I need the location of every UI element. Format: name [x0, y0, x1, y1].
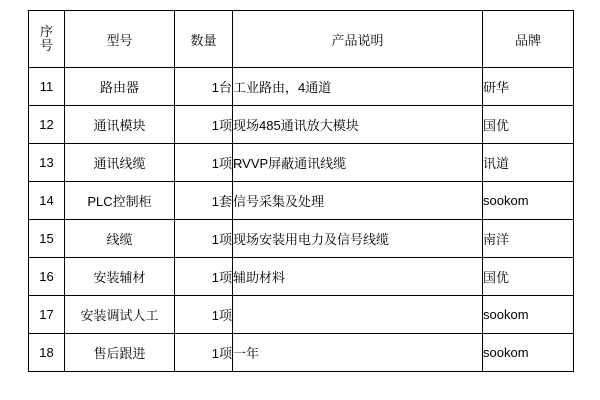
- cell-description: 一年: [233, 334, 483, 372]
- cell-index: 15: [29, 220, 65, 258]
- cell-brand: sookom: [483, 182, 574, 220]
- cell-brand: 国优: [483, 258, 574, 296]
- cell-quantity: 1项: [175, 220, 233, 258]
- cell-brand: 南洋: [483, 220, 574, 258]
- cell-index: 13: [29, 144, 65, 182]
- cell-brand: 国优: [483, 106, 574, 144]
- table-header: [29, 11, 574, 68]
- column-header-index-char1: 序: [39, 24, 53, 40]
- cell-index: 11: [29, 68, 65, 106]
- column-header-index-char2: 号: [39, 38, 53, 53]
- cell-model: PLC控制柜: [65, 182, 175, 220]
- cell-description: [233, 296, 483, 334]
- cell-model: 售后跟进: [65, 334, 175, 372]
- cell-model: 路由器: [65, 68, 175, 106]
- column-header-index: [29, 11, 65, 68]
- cell-description: 辅助材料: [233, 258, 483, 296]
- cell-brand: sookom: [483, 296, 574, 334]
- table-body: [29, 68, 574, 372]
- table-row: [29, 334, 574, 372]
- table-row: [29, 106, 574, 144]
- cell-model: 安装调试人工: [65, 296, 175, 334]
- cell-quantity: 1台: [175, 68, 233, 106]
- column-header-model: 型号: [65, 11, 175, 68]
- table-row: [29, 258, 574, 296]
- cell-quantity: 1套: [175, 182, 233, 220]
- cell-brand: sookom: [483, 334, 574, 372]
- table-header-row: [29, 11, 574, 68]
- cell-index: 14: [29, 182, 65, 220]
- cell-index: 12: [29, 106, 65, 144]
- cell-quantity: 1项: [175, 334, 233, 372]
- table-row: [29, 182, 574, 220]
- cell-quantity: 1项: [175, 258, 233, 296]
- cell-index: 17: [29, 296, 65, 334]
- cell-model: 安装辅材: [65, 258, 175, 296]
- cell-quantity: 1项: [175, 296, 233, 334]
- table-row: [29, 144, 574, 182]
- cell-description: 工业路由，4通道: [233, 68, 483, 106]
- cell-quantity: 1项: [175, 144, 233, 182]
- table-row: [29, 296, 574, 334]
- column-header-description: 产品说明: [233, 11, 483, 68]
- cell-description: 信号采集及处理: [233, 182, 483, 220]
- column-header-quantity: 数量: [175, 11, 233, 68]
- cell-index: 16: [29, 258, 65, 296]
- cell-description: 现场485通讯放大模块: [233, 106, 483, 144]
- cell-model: 线缆: [65, 220, 175, 258]
- cell-description: RVVP屏蔽通讯线缆: [233, 144, 483, 182]
- cell-model: 通讯模块: [65, 106, 175, 144]
- cell-brand: 讯道: [483, 144, 574, 182]
- cell-brand: 研华: [483, 68, 574, 106]
- table-row: [29, 220, 574, 258]
- cell-quantity: 1项: [175, 106, 233, 144]
- cell-description: 现场安装用电力及信号线缆: [233, 220, 483, 258]
- column-header-brand: 品牌: [483, 11, 574, 68]
- cell-model: 通讯线缆: [65, 144, 175, 182]
- table-row: [29, 68, 574, 106]
- cell-index: 18: [29, 334, 65, 372]
- specification-table: [28, 10, 574, 372]
